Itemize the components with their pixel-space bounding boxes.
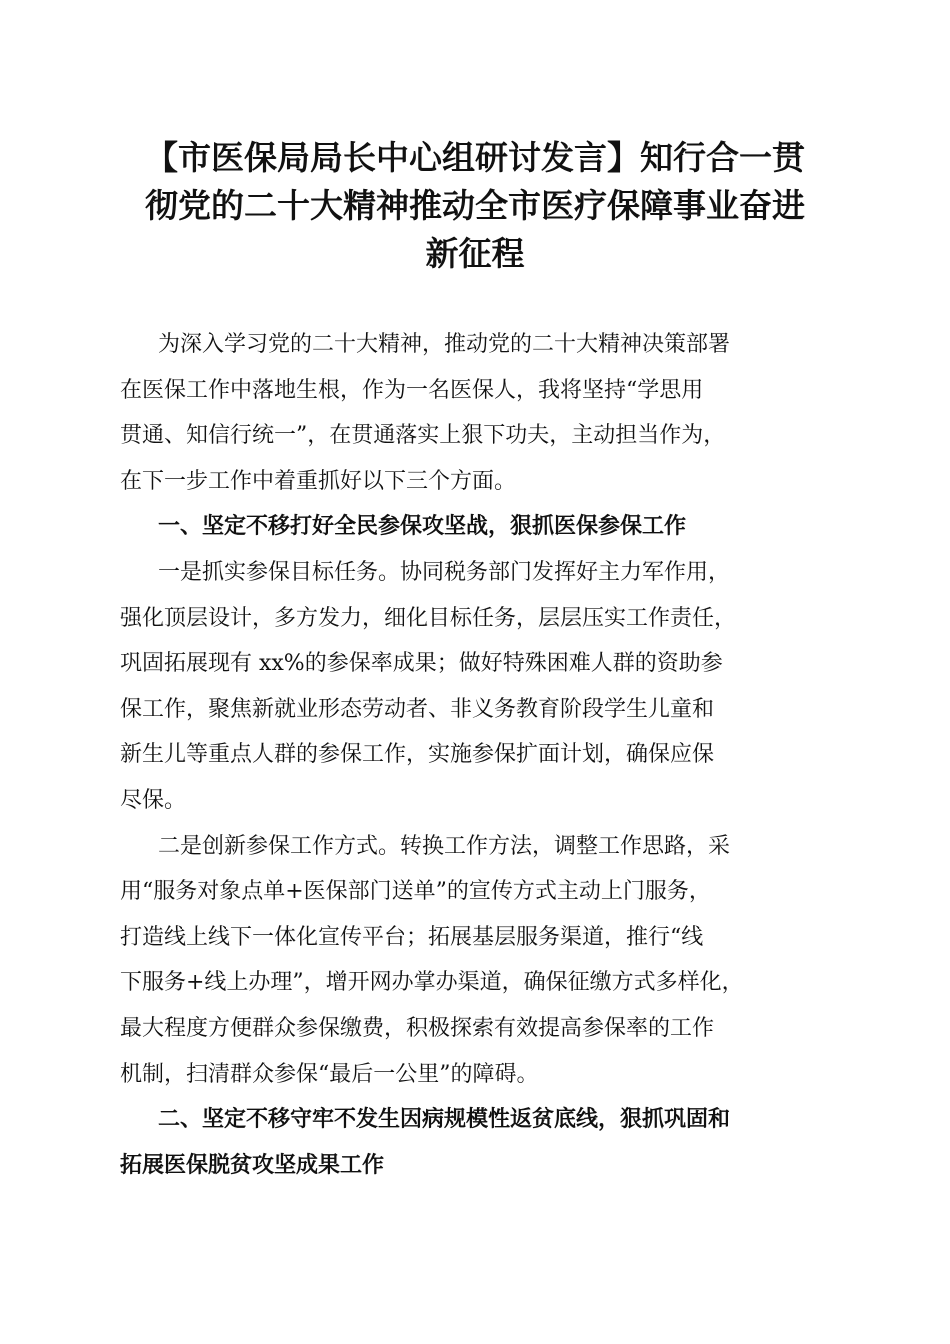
heading-line: 二、坚定不移守牢不发生因病规模性返贫底线，狠抓巩固和 — [158, 1107, 731, 1133]
document-body — [120, 322, 834, 1188]
section-2-heading — [120, 1097, 834, 1188]
text-line: 一是抓实参保目标任务。协同税务部门发挥好主力军作用， — [158, 559, 731, 585]
text-line: 保工作，聚焦新就业形态劳动者、非义务教育阶段学生儿童和 — [120, 696, 715, 722]
text-line: 最大程度方便群众参保缴费，积极探索有效提高参保率的工作 — [120, 1015, 715, 1041]
heading-line: 一、坚定不移打好全民参保攻坚战，狠抓医保参保工作 — [158, 514, 687, 540]
section-1-heading — [120, 504, 834, 550]
text-line: 贯通、知信行统一”，在贯通落实上狠下功夫，主动担当作为， — [120, 423, 726, 449]
text-line: 为深入学习党的二十大精神，推动党的二十大精神决策部署 — [158, 332, 731, 357]
section-1-paragraph-2 — [120, 824, 834, 1098]
title-line-1: 【市医保局局长中心组研讨发言】知行合一贯 — [145, 138, 805, 177]
text-line: 打造线上线下一体化宣传平台；拓展基层服务渠道，推行“线 — [120, 924, 704, 950]
text-line: 新生儿等重点人群的参保工作，实施参保扩面计划，确保应保 — [120, 742, 715, 768]
title-line-2: 彻党的二十大精神推动全市医疗保障事业奋进 — [145, 186, 805, 225]
text-line: 在医保工作中落地生根，作为一名医保人，我将坚持“学思用 — [120, 377, 704, 403]
text-line: 巩固拓展现有 xx%的参保率成果；做好特殊困难人群的资助参 — [120, 651, 723, 677]
title-line-3: 新征程 — [425, 234, 525, 273]
text-line: 尽保。 — [120, 787, 187, 813]
text-line: 二是创新参保工作方式。转换工作方法，调整工作思路，采 — [158, 833, 731, 859]
text-line: 下服务+线上办理”，增开网办掌办渠道，确保征缴方式多样化， — [120, 970, 744, 996]
intro-paragraph — [120, 322, 834, 504]
document-title — [118, 134, 832, 278]
text-line: 在下一步工作中着重抓好以下三个方面。 — [120, 468, 517, 494]
section-1-paragraph-1 — [120, 550, 834, 824]
text-line: 机制，扫清群众参保“最后一公里”的障碍。 — [120, 1061, 539, 1087]
text-line: 用“服务对象点单+医保部门送单”的宣传方式主动上门服务， — [120, 879, 711, 905]
heading-line: 拓展医保脱贫攻坚成果工作 — [120, 1152, 385, 1178]
text-line: 强化顶层设计，多方发力，细化目标任务，层层压实工作责任， — [120, 605, 737, 631]
